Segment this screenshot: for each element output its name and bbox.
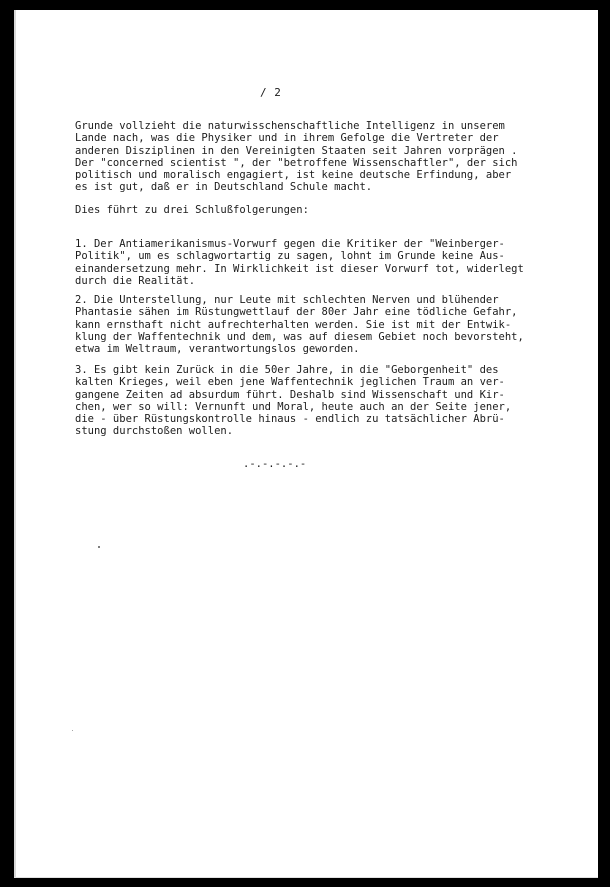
text-line: durch die Realität. <box>75 274 196 287</box>
text-line: 2. Die Unterstellung, nur Leute mit schlechten Nerven und blühender <box>75 294 499 306</box>
text-line: klung der Waffentechnik und dem, was auf diesem Gebiet noch bevorsteht, <box>75 330 524 343</box>
scan-edge-left <box>14 10 16 878</box>
document-page <box>14 10 598 878</box>
text-line: chen, wer so will: Vernunft und Moral, heute auch an der Seite jener, <box>75 400 512 413</box>
scan-speck <box>98 546 100 548</box>
text-line: Phantasie sähen im Rüstungwettlauf der 80er Jahr eine tödliche Gefahr, <box>75 306 518 319</box>
text-line: stung durchstoßen wollen. <box>75 425 234 438</box>
text-line: einandersetzung mehr. In Wirklichkeit ist dieser Vorwurf tot, widerlegt <box>75 262 524 275</box>
text-line: Der "concerned scientist ", der "betroffene Wissenschaftler", der sich <box>75 156 518 169</box>
text-line: etwa im Weltraum, verantwortungslos geworden. <box>75 343 360 356</box>
paragraph-conclusions-lead <box>75 204 575 216</box>
paragraph-point-2 <box>75 294 575 355</box>
paragraph-intro <box>75 120 575 194</box>
text-line: 1. Der Antiamerikanismus-Vorwurf gegen die Kritiker der "Weinberger- <box>75 238 505 250</box>
text-line: Dies führt zu drei Schlußfolgerungen: <box>75 204 309 216</box>
text-line: anderen Disziplinen in den Vereinigten Staaten seit Jahren vorprägen . <box>75 144 518 157</box>
text-line: die - über Rüstungskontrolle hinaus - endlich zu tatsächlicher Abrü- <box>75 413 505 426</box>
text-line: kalten Krieges, weil eben jene Waffentechnik jeglichen Traum an ver- <box>75 376 505 389</box>
text-line: Grunde vollzieht die naturwisschenschaftliche Intelligenz in unserem <box>75 120 505 132</box>
paragraph-point-1 <box>75 238 575 287</box>
text-line: politisch und moralisch engagiert, ist keine deutsche Erfindung, aber <box>75 169 512 182</box>
text-line: kann ernsthaft nicht aufrechterhalten werden. Sie ist mit der Entwik- <box>75 318 512 331</box>
page-number: / 2 <box>260 86 282 99</box>
closing-mark: .-.-.-.-.- <box>243 458 307 470</box>
text-line: Politik", um es schlagwortartig zu sagen, lohnt im Grunde keine Aus- <box>75 250 505 263</box>
paragraph-point-3 <box>75 364 575 438</box>
scan-speck <box>72 730 73 731</box>
text-line: Lande nach, was die Physiker und in ihrem Gefolge die Vertreter der <box>75 132 499 145</box>
scan-edge-bottom <box>14 877 598 878</box>
text-line: 3. Es gibt kein Zurück in die 50er Jahre, in die "Geborgenheit" des <box>75 364 499 376</box>
text-line: es ist gut, daß er in Deutschland Schule macht. <box>75 181 373 194</box>
text-line: gangene Zeiten ad absurdum führt. Deshalb sind Wissenschaft und Kir- <box>75 388 505 401</box>
